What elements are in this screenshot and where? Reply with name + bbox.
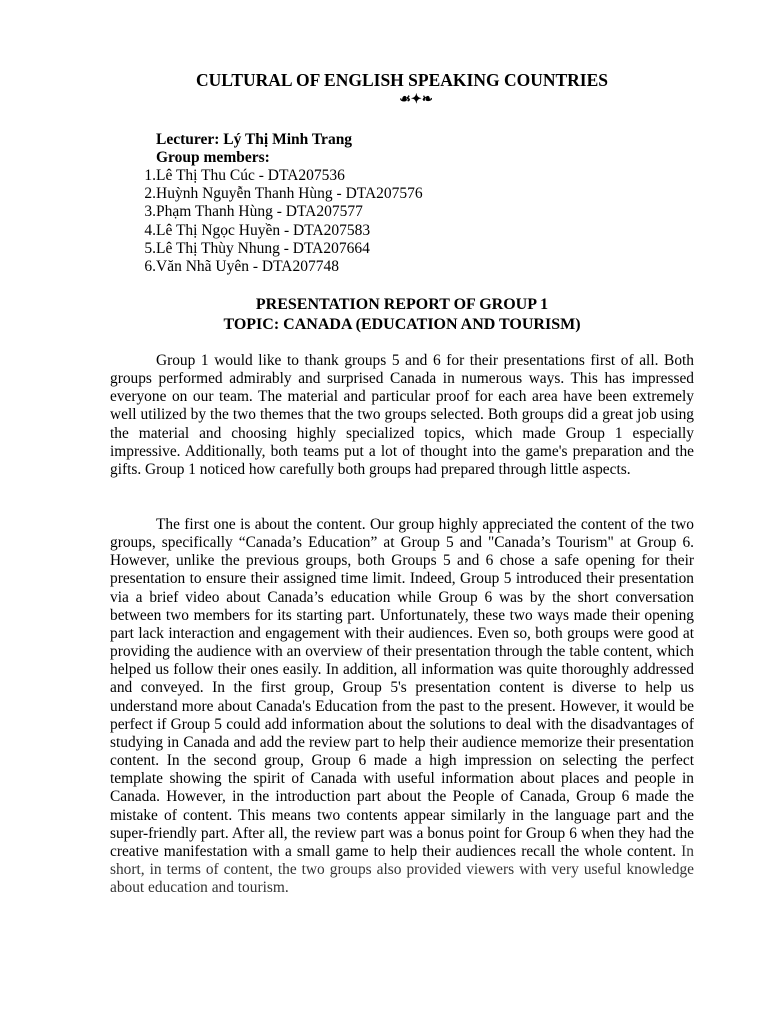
paragraph-1-text: Group 1 would like to thank groups 5 and 6 for their presentations first of all. Both groups performed admirably and surprised Canada in numerous ways. This has impressed everyone on our team. The material and particular proof for each area have been extremely well utilized by the two themes that the two groups selected. Both groups did a great job using the material and choosing highly specialized topics, which made Group 1 especially impressive. Additionally, both teams put a lot of thought into the game's preparation and the gifts. Group 1 noticed how carefully both groups had prepared through little aspects. xyxy=(110,352,694,478)
list-item xyxy=(120,203,423,221)
list-number: 3. xyxy=(144,203,156,221)
paragraph-2-main: The first one is about the content. Our group highly appreciated the content of the two groups, specifically “Canada’s Education” at Group 5 and "Canada’s Tourism" at Group 6. However, unlike the previous groups, both Groups 5 and 6 chose a safe opening for their presentation to ensure their assigned time limit. Indeed, Group 5 introduced their presentation via a brief video about Canada’s education while Group 6 was by the short conversation between two members for its starting part. Unfortunately, these two ways made their opening part lack interaction and engagement with their audiences. Even so, both groups were good at providing the audience with an overview of their presentation through the table content, which helped us follow their ones easily. In addition, all information was quite thoroughly addressed and conveyed. In the first group, Group 5's presentation content is diverse to help us understand more about Canada's Education from the past to the present. However, it would be perfect if Group 5 could add information about the solutions to deal with the disadvantages of studying in Canada and add the review part to help their audience memorize their presentation content. In the second group, Group 6 made a high impression on selecting the perfect template showing the spirit of Canada with useful information about places and people in Canada. However, in the introduction part about the People of Canada, Group 6 made the mistake of content. This means two contents appear similarly in the language part and the super-friendly part. After all, the review part was a bonus point for Group 6 when they had the creative manifestation with a small game to help their audiences recall the whole content. xyxy=(110,516,694,860)
list-item xyxy=(120,222,423,240)
lecturer-label: Lecturer: Lý Thị Minh Trang xyxy=(156,131,353,148)
member-name: Lê Thị Thu Cúc - DTA207536 xyxy=(156,167,345,184)
paragraph-1 xyxy=(110,352,694,479)
list-number: 2. xyxy=(144,185,156,203)
paragraph-2-text xyxy=(110,516,694,897)
document-title: CULTURAL OF ENGLISH SPEAKING COUNTRIES xyxy=(196,70,608,90)
report-title: PRESENTATION REPORT OF GROUP 1 xyxy=(255,296,549,313)
list-number: 5. xyxy=(144,239,156,257)
members-list xyxy=(120,167,423,276)
report-heading xyxy=(110,295,694,335)
lecturer-block xyxy=(156,131,352,167)
list-number: 1. xyxy=(144,167,156,184)
list-item xyxy=(120,185,423,203)
list-item xyxy=(120,240,423,258)
member-name: Lê Thị Thùy Nhung - DTA207664 xyxy=(156,239,370,257)
ornament-glyphs: ☙✦❧ xyxy=(399,91,433,106)
member-name: Văn Nhã Uyên - DTA207748 xyxy=(156,258,339,276)
paragraph-2-conclusion: In short, in terms of content, the two groups also provided viewers with very useful knowledge about education and tourism. xyxy=(110,842,694,897)
paragraph-2 xyxy=(110,516,694,897)
report-topic: TOPIC: CANADA (EDUCATION AND TOURISM) xyxy=(223,316,581,333)
list-item xyxy=(120,167,423,185)
member-name: Phạm Thanh Hùng - DTA207577 xyxy=(156,203,363,221)
ornament-divider xyxy=(110,91,694,107)
list-item xyxy=(120,258,423,276)
members-label: Group members: xyxy=(156,149,270,166)
list-number: 6. xyxy=(144,258,156,276)
member-name: Lê Thị Ngọc Huyền - DTA207583 xyxy=(156,221,371,239)
list-number: 4. xyxy=(144,221,156,239)
member-name: Huỳnh Nguyễn Thanh Hùng - DTA207576 xyxy=(156,185,423,203)
